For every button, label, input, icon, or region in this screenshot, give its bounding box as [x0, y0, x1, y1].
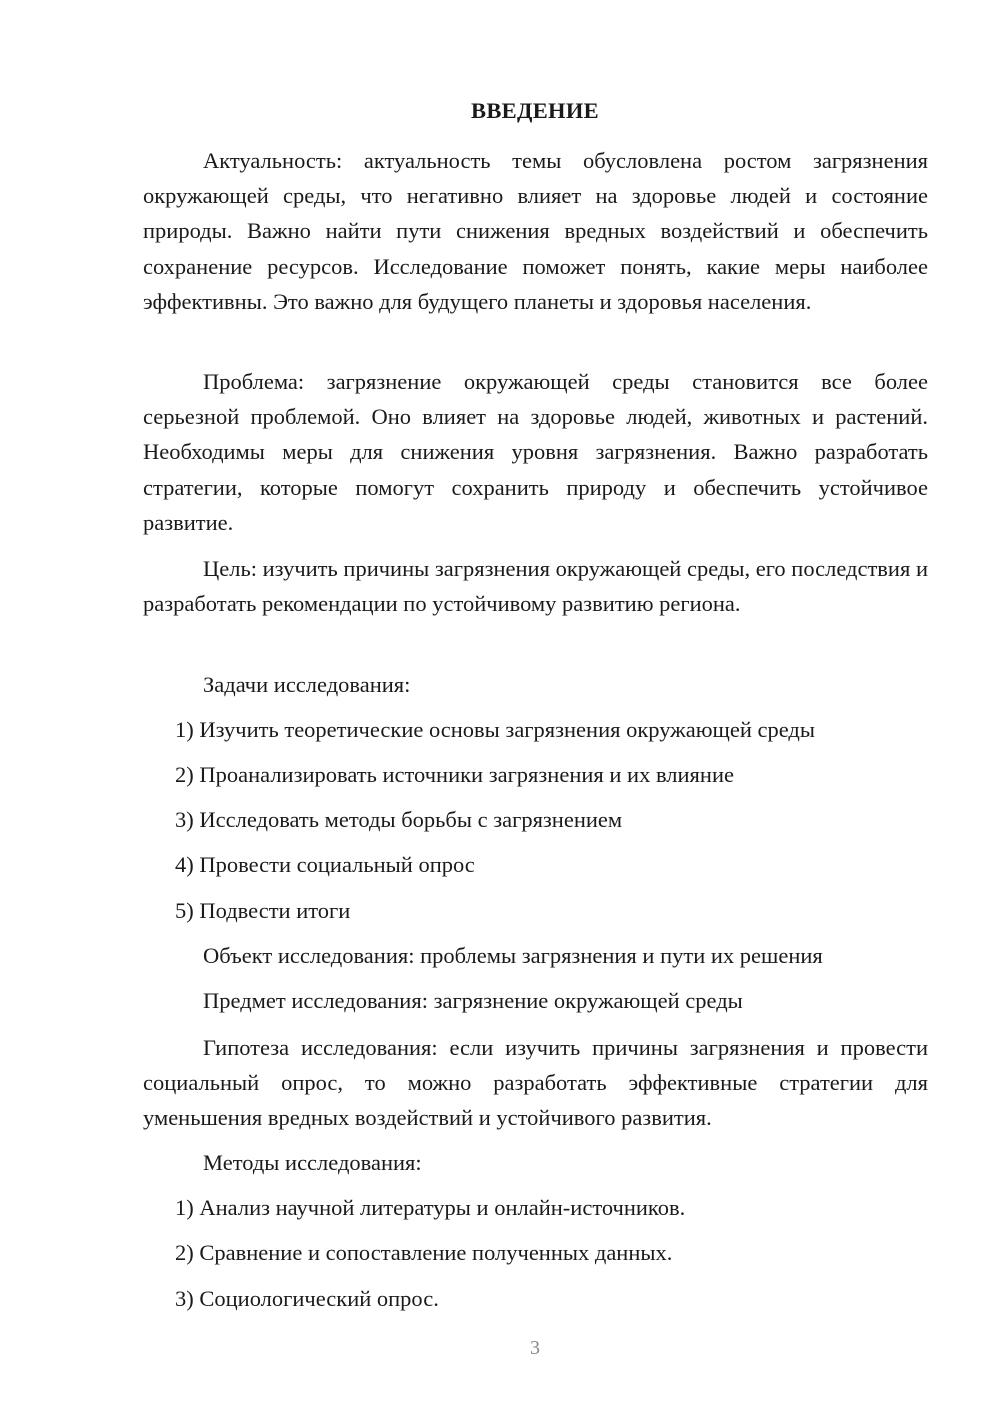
methods-heading: Методы исследования:	[203, 1150, 422, 1175]
page-title: ВВЕДЕНИЕ	[471, 98, 599, 123]
page-number: 3	[530, 1337, 540, 1359]
tasks-heading: Задачи исследования:	[203, 672, 411, 697]
task-item: 5) Подвести итоги	[175, 898, 351, 923]
problem-paragraph: Проблема: загрязнение окружающей среды становится все более серьезной проблемой. Оно влияет на здоровье людей, животных и растений. Необходимы меры для снижения уровня загрязнения. Важно разработать стратегии, которые помогут сохранить природу и обеспечить устойчивое развитие.	[143, 369, 928, 535]
task-item: 2) Проанализировать источники загрязнения и их влияние	[175, 762, 734, 787]
method-item: 2) Сравнение и сопоставление полученных данных.	[175, 1240, 673, 1265]
relevance-paragraph: Актуальность: актуальность темы обусловлена ростом загрязнения окружающей среды, что негативно влияет на здоровье людей и состояние природы. Важно найти пути снижения вредных воздействий и обеспечить сохранение ресурсов. Исследование поможет понять, какие меры наиболее эффективны. Это важно для будущего планеты и здоровья населения.	[143, 148, 928, 314]
object-line: Объект исследования: проблемы загрязнения и пути их решения	[203, 943, 823, 968]
task-item: 3) Исследовать методы борьбы с загрязнением	[175, 807, 623, 832]
task-item: 4) Провести социальный опрос	[175, 852, 475, 877]
method-item: 3) Социологический опрос.	[175, 1286, 439, 1311]
task-item: 1) Изучить теоретические основы загрязнения окружающей среды	[175, 717, 815, 742]
subject-line: Предмет исследования: загрязнение окружающей среды	[203, 988, 743, 1013]
method-item: 1) Анализ научной литературы и онлайн-источников.	[175, 1195, 686, 1220]
goal-paragraph: Цель: изучить причины загрязнения окружающей среды, его последствия и разработать рекомендации по устойчивому развитию региона.	[143, 556, 928, 617]
hypothesis-paragraph: Гипотеза исследования: если изучить причины загрязнения и провести социальный опрос, то можно разработать эффективные стратегии для уменьшения вредных воздействий и устойчивого развития.	[143, 1035, 928, 1131]
